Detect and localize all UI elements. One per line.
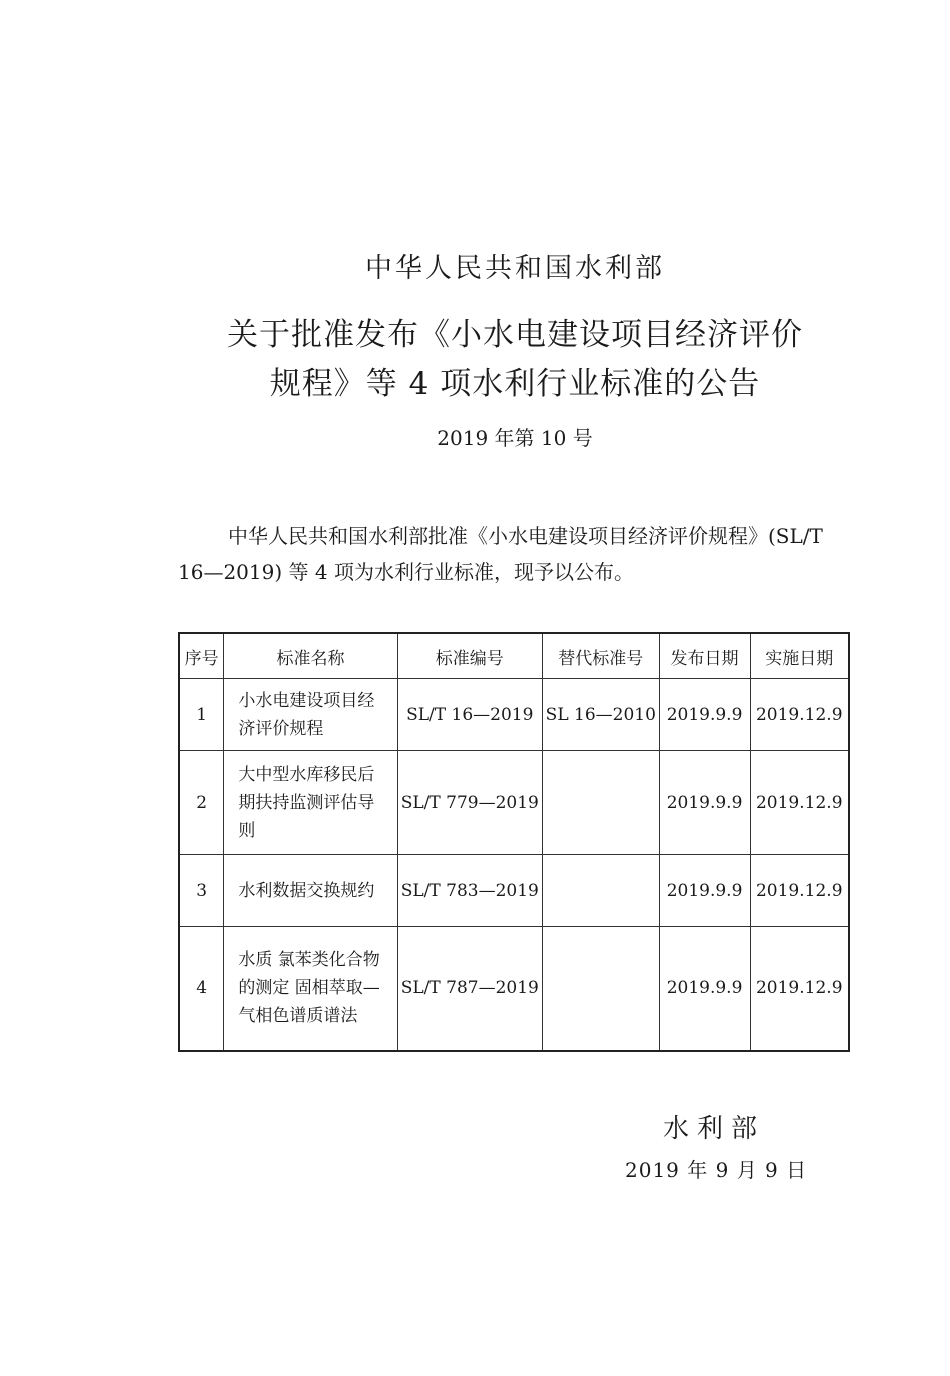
- cell-publish-date: 2019.9.9: [659, 679, 750, 751]
- cell-replaces: SL 16—2010: [543, 679, 660, 751]
- cell-publish-date: 2019.9.9: [659, 751, 750, 855]
- announcement-title-line-2: 规程》等 4 项水利行业标准的公告: [269, 366, 761, 402]
- cell-code: SL/T 779—2019: [397, 751, 542, 855]
- header-replaces: 替代标准号: [543, 633, 660, 679]
- cell-replaces: [543, 927, 660, 1051]
- cell-name: 大中型水库移民后期扶持监测评估导则: [224, 751, 397, 855]
- cell-name: 小水电建设项目经济评价规程: [224, 679, 397, 751]
- ministry-heading: 中华人民共和国水利部: [365, 253, 665, 284]
- cell-name: 水质 氯苯类化合物的测定 固相萃取—气相色谱质谱法: [224, 927, 397, 1051]
- table-row: [179, 751, 849, 855]
- cell-no: 1: [179, 679, 224, 751]
- cell-name: 水利数据交换规约: [224, 855, 397, 927]
- cell-replaces: [543, 855, 660, 927]
- announcement-paragraph: 中华人民共和国水利部批准《小水电建设项目经济评价规程》(SL/T 16—2019) 等 4 项为水利行业标准，现予以公布。: [178, 524, 823, 584]
- cell-effective-date: 2019.12.9: [750, 927, 849, 1051]
- cell-no: 3: [179, 855, 224, 927]
- cell-no: 2: [179, 751, 224, 855]
- header-effective-date: 实施日期: [750, 633, 849, 679]
- signing-date: 2019 年 9 月 9 日: [625, 1158, 808, 1182]
- header-no: 序号: [179, 633, 224, 679]
- table-row: [179, 927, 849, 1051]
- cell-code: SL/T 783—2019: [397, 855, 542, 927]
- signing-organization: 水利部: [663, 1114, 766, 1144]
- announcement-title-line-1: 关于批准发布《小水电建设项目经济评价: [227, 317, 803, 353]
- cell-effective-date: 2019.12.9: [750, 855, 849, 927]
- document-number: 2019 年第 10 号: [437, 426, 593, 450]
- header-publish-date: 发布日期: [659, 633, 750, 679]
- header-name: 标准名称: [224, 633, 397, 679]
- cell-effective-date: 2019.12.9: [750, 679, 849, 751]
- cell-publish-date: 2019.9.9: [659, 855, 750, 927]
- header-code: 标准编号: [397, 633, 542, 679]
- table-row: [179, 855, 849, 927]
- table-header-row: [179, 633, 849, 679]
- cell-code: SL/T 16—2019: [397, 679, 542, 751]
- cell-code: SL/T 787—2019: [397, 927, 542, 1051]
- cell-no: 4: [179, 927, 224, 1051]
- cell-replaces: [543, 751, 660, 855]
- table-row: [179, 679, 849, 751]
- standards-table: [178, 632, 850, 1052]
- cell-publish-date: 2019.9.9: [659, 927, 750, 1051]
- cell-effective-date: 2019.12.9: [750, 751, 849, 855]
